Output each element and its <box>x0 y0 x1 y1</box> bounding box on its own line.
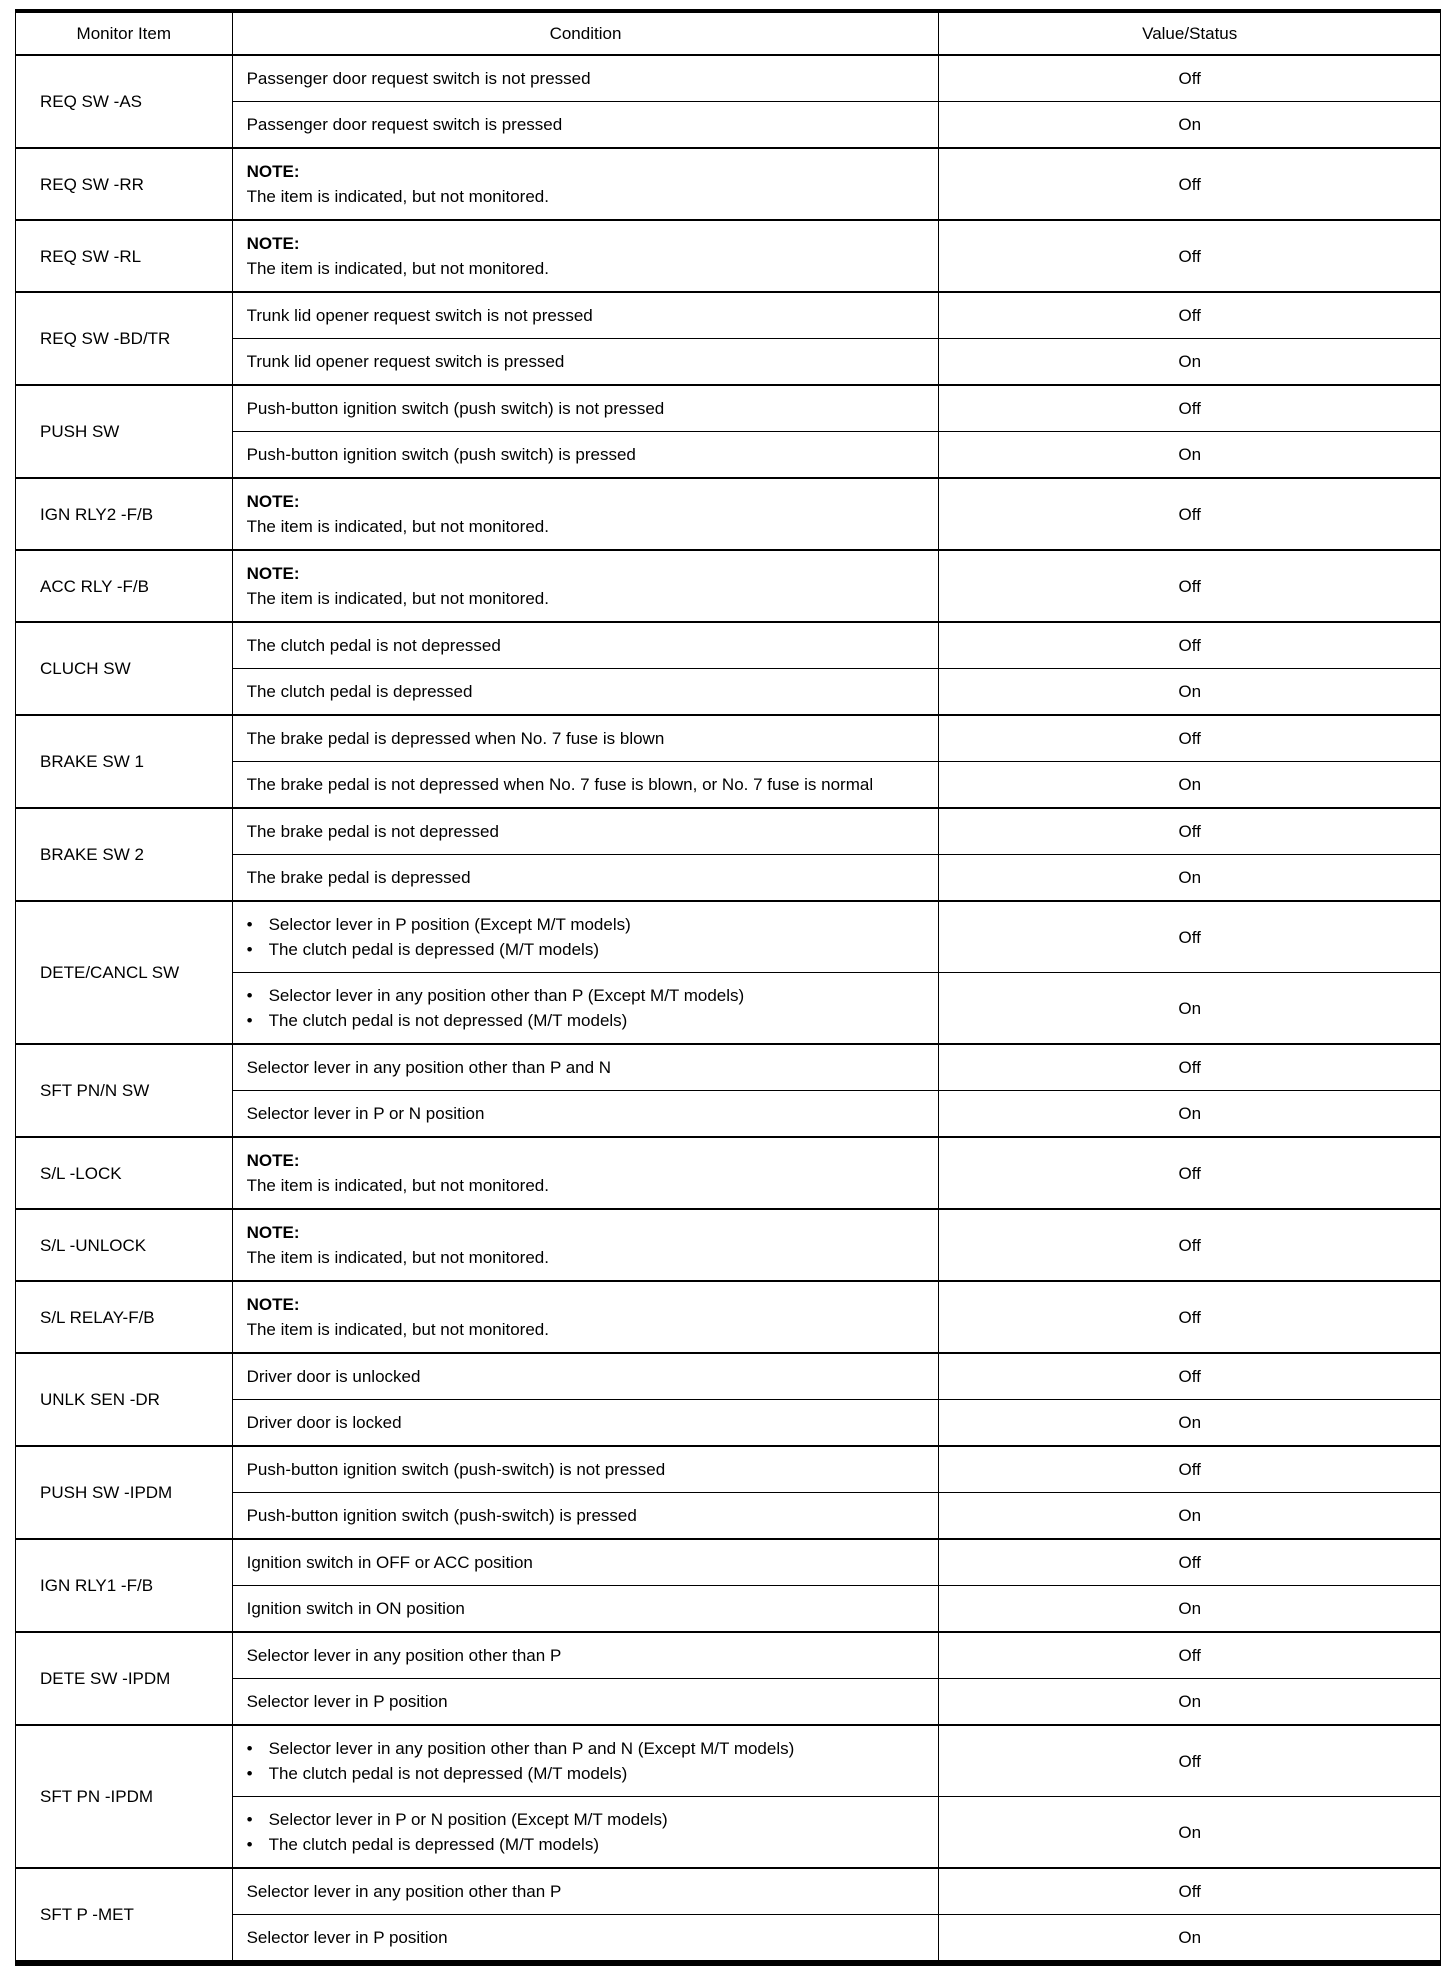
condition-text: Selector lever in P or N position (Except M/T models) <box>268 1810 668 1829</box>
condition-cell <box>232 762 939 809</box>
table-row <box>16 808 1441 855</box>
monitor-item-cell: S/L RELAY-F/B <box>16 1281 233 1353</box>
condition-text: Selector lever in P or N position <box>246 1104 485 1123</box>
condition-bullet-line <box>247 912 925 937</box>
monitor-item-cell: REQ SW -RR <box>16 148 233 220</box>
condition-cell <box>232 1586 939 1633</box>
table-row <box>16 1539 1441 1586</box>
condition-cell <box>232 1915 939 1964</box>
monitor-item-cell: SFT P -MET <box>16 1868 233 1963</box>
table-header <box>16 11 1441 55</box>
value-status-cell: Off <box>939 478 1441 550</box>
value-status-cell: On <box>939 1797 1441 1869</box>
monitor-item-cell: PUSH SW <box>16 385 233 478</box>
value-status-cell: Off <box>939 550 1441 622</box>
note-label: NOTE: <box>246 564 300 583</box>
value-status-cell: On <box>939 1586 1441 1633</box>
table-row <box>16 220 1441 292</box>
value-status-cell: Off <box>939 148 1441 220</box>
table-row <box>16 385 1441 432</box>
condition-text: Push-button ignition switch (push-switch) is pressed <box>246 1506 637 1525</box>
bullet-icon: • <box>246 1011 253 1030</box>
value-status-cell: On <box>939 762 1441 809</box>
condition-bullet-line <box>247 1807 925 1832</box>
header-monitor-item: Monitor Item <box>16 11 233 55</box>
condition-text: Driver door is unlocked <box>246 1367 421 1386</box>
value-status-cell: On <box>939 1091 1441 1138</box>
condition-cell <box>232 715 939 762</box>
monitor-item-cell: REQ SW -BD/TR <box>16 292 233 385</box>
condition-text: Push-button ignition switch (push switch) is pressed <box>246 445 636 464</box>
condition-text: Ignition switch in ON position <box>246 1599 465 1618</box>
table-row <box>16 1868 1441 1915</box>
table-row <box>16 622 1441 669</box>
condition-cell <box>232 669 939 716</box>
table-row <box>16 1725 1441 1797</box>
header-row <box>16 11 1441 55</box>
value-status-cell: On <box>939 669 1441 716</box>
condition-text: Trunk lid opener request switch is not pressed <box>246 306 593 325</box>
table-row <box>16 1137 1441 1209</box>
monitor-item-cell: IGN RLY1 -F/B <box>16 1539 233 1632</box>
condition-text: The item is indicated, but not monitored. <box>246 1248 549 1267</box>
value-status-cell: Off <box>939 1539 1441 1586</box>
condition-text: Passenger door request switch is not pressed <box>246 69 591 88</box>
condition-cell <box>232 55 939 102</box>
bullet-icon: • <box>246 1810 253 1829</box>
monitor-item-cell: ACC RLY -F/B <box>16 550 233 622</box>
condition-cell <box>232 550 939 622</box>
note-label: NOTE: <box>246 234 300 253</box>
note-label: NOTE: <box>246 1151 300 1170</box>
condition-text: Ignition switch in OFF or ACC position <box>246 1553 533 1572</box>
value-status-cell: Off <box>939 1446 1441 1493</box>
condition-text: The brake pedal is not depressed <box>246 822 499 841</box>
condition-cell <box>232 1209 939 1281</box>
condition-bullet-line <box>247 1761 925 1786</box>
monitor-item-table <box>15 9 1441 1966</box>
condition-text: Selector lever in any position other than P (Except M/T models) <box>268 986 745 1005</box>
value-status-cell: On <box>939 855 1441 902</box>
condition-cell <box>232 1091 939 1138</box>
table-row <box>16 55 1441 102</box>
table-row <box>16 1044 1441 1091</box>
bullet-icon: • <box>246 986 253 1005</box>
table-row <box>16 1446 1441 1493</box>
condition-bullet-line <box>247 1008 925 1033</box>
condition-text: The clutch pedal is not depressed <box>246 636 501 655</box>
condition-text: The clutch pedal is depressed (M/T models) <box>268 940 599 959</box>
value-status-cell: Off <box>939 1209 1441 1281</box>
condition-cell <box>232 1400 939 1447</box>
condition-cell <box>232 901 939 973</box>
note-label: NOTE: <box>246 492 300 511</box>
value-status-cell: Off <box>939 292 1441 339</box>
value-status-cell: Off <box>939 55 1441 102</box>
value-status-cell: Off <box>939 220 1441 292</box>
bullet-icon: • <box>246 1764 253 1783</box>
monitor-item-cell: DETE SW -IPDM <box>16 1632 233 1725</box>
table-body <box>16 55 1441 1963</box>
value-status-cell: On <box>939 973 1441 1045</box>
condition-text: The brake pedal is depressed <box>246 868 471 887</box>
header-condition: Condition <box>232 11 939 55</box>
table-row <box>16 1281 1441 1353</box>
monitor-item-cell: CLUCH SW <box>16 622 233 715</box>
condition-text: The clutch pedal is not depressed (M/T models) <box>268 1011 628 1030</box>
note-label: NOTE: <box>246 1223 300 1242</box>
condition-cell <box>232 102 939 149</box>
monitor-item-cell: BRAKE SW 1 <box>16 715 233 808</box>
value-status-cell: Off <box>939 1353 1441 1400</box>
value-status-cell: Off <box>939 1632 1441 1679</box>
condition-cell <box>232 1493 939 1540</box>
condition-text: The brake pedal is depressed when No. 7 fuse is blown <box>246 729 665 748</box>
bullet-icon: • <box>246 915 253 934</box>
condition-cell <box>232 855 939 902</box>
condition-text: The item is indicated, but not monitored. <box>246 589 549 608</box>
condition-text: Passenger door request switch is pressed <box>246 115 563 134</box>
bullet-icon: • <box>246 1739 253 1758</box>
condition-text: The item is indicated, but not monitored. <box>246 259 549 278</box>
table-row <box>16 1353 1441 1400</box>
value-status-cell: Off <box>939 1137 1441 1209</box>
condition-cell <box>232 220 939 292</box>
condition-text: The clutch pedal is depressed <box>246 682 473 701</box>
condition-text: The item is indicated, but not monitored. <box>246 1176 549 1195</box>
condition-text: The clutch pedal is not depressed (M/T models) <box>268 1764 628 1783</box>
condition-text: Selector lever in any position other than P and N <box>246 1058 612 1077</box>
condition-cell <box>232 1725 939 1797</box>
value-status-cell: Off <box>939 1044 1441 1091</box>
monitor-item-cell: S/L -LOCK <box>16 1137 233 1209</box>
monitor-item-cell: IGN RLY2 -F/B <box>16 478 233 550</box>
value-status-cell: Off <box>939 715 1441 762</box>
condition-text: Selector lever in any position other than P and N (Except M/T models) <box>268 1739 795 1758</box>
condition-text: Selector lever in P position <box>246 1692 448 1711</box>
value-status-cell: Off <box>939 1725 1441 1797</box>
value-status-cell: On <box>939 1400 1441 1447</box>
condition-cell <box>232 1868 939 1915</box>
value-status-cell: On <box>939 432 1441 479</box>
condition-cell <box>232 339 939 386</box>
table-row <box>16 148 1441 220</box>
value-status-cell: On <box>939 102 1441 149</box>
condition-text: Push-button ignition switch (push switch) is not pressed <box>246 399 665 418</box>
monitor-item-cell: SFT PN -IPDM <box>16 1725 233 1868</box>
value-status-cell: Off <box>939 385 1441 432</box>
value-status-cell: Off <box>939 808 1441 855</box>
bullet-icon: • <box>246 1835 253 1854</box>
condition-text: Selector lever in P position (Except M/T models) <box>268 915 631 934</box>
condition-cell <box>232 1679 939 1726</box>
condition-cell <box>232 973 939 1045</box>
condition-cell <box>232 432 939 479</box>
value-status-cell: Off <box>939 1281 1441 1353</box>
table-row <box>16 550 1441 622</box>
condition-cell <box>232 1281 939 1353</box>
condition-text: Selector lever in any position other than P <box>246 1882 562 1901</box>
condition-bullet-line <box>247 937 925 962</box>
value-status-cell: On <box>939 1679 1441 1726</box>
condition-text: Selector lever in P position <box>246 1928 448 1947</box>
table-row <box>16 478 1441 550</box>
bullet-icon: • <box>246 940 253 959</box>
condition-cell <box>232 1353 939 1400</box>
value-status-cell: On <box>939 1915 1441 1964</box>
table-row <box>16 715 1441 762</box>
condition-text: The brake pedal is not depressed when No. 7 fuse is blown, or No. 7 fuse is normal <box>246 775 874 794</box>
value-status-cell: On <box>939 1493 1441 1540</box>
monitor-item-cell: UNLK SEN -DR <box>16 1353 233 1446</box>
condition-cell <box>232 1632 939 1679</box>
condition-text: The item is indicated, but not monitored. <box>246 187 549 206</box>
condition-bullet-line <box>247 983 925 1008</box>
condition-bullet-line <box>247 1832 925 1857</box>
condition-text: Trunk lid opener request switch is pressed <box>246 352 565 371</box>
monitor-item-cell: SFT PN/N SW <box>16 1044 233 1137</box>
condition-cell <box>232 385 939 432</box>
condition-cell <box>232 292 939 339</box>
condition-cell <box>232 622 939 669</box>
monitor-item-cell: REQ SW -AS <box>16 55 233 148</box>
value-status-cell: Off <box>939 901 1441 973</box>
monitor-item-cell: BRAKE SW 2 <box>16 808 233 901</box>
value-status-cell: On <box>939 339 1441 386</box>
header-value-status: Value/Status <box>939 11 1441 55</box>
table-row <box>16 292 1441 339</box>
condition-text: Push-button ignition switch (push-switch) is not pressed <box>246 1460 666 1479</box>
table-row <box>16 901 1441 973</box>
monitor-item-cell: DETE/CANCL SW <box>16 901 233 1044</box>
condition-cell <box>232 1539 939 1586</box>
condition-cell <box>232 1137 939 1209</box>
monitor-item-cell: REQ SW -RL <box>16 220 233 292</box>
condition-text: The clutch pedal is depressed (M/T models) <box>268 1835 599 1854</box>
condition-cell <box>232 148 939 220</box>
table-row <box>16 1632 1441 1679</box>
condition-cell <box>232 1446 939 1493</box>
monitor-item-cell: PUSH SW -IPDM <box>16 1446 233 1539</box>
condition-cell <box>232 1797 939 1869</box>
condition-text: Driver door is locked <box>246 1413 402 1432</box>
value-status-cell: Off <box>939 1868 1441 1915</box>
condition-text: Selector lever in any position other than P <box>246 1646 562 1665</box>
note-label: NOTE: <box>246 1295 300 1314</box>
condition-cell <box>232 808 939 855</box>
condition-cell <box>232 1044 939 1091</box>
condition-text: The item is indicated, but not monitored. <box>246 1320 549 1339</box>
value-status-cell: Off <box>939 622 1441 669</box>
note-label: NOTE: <box>246 162 300 181</box>
table-row <box>16 1209 1441 1281</box>
condition-text: The item is indicated, but not monitored. <box>246 517 549 536</box>
condition-bullet-line <box>247 1736 925 1761</box>
condition-cell <box>232 478 939 550</box>
monitor-item-cell: S/L -UNLOCK <box>16 1209 233 1281</box>
